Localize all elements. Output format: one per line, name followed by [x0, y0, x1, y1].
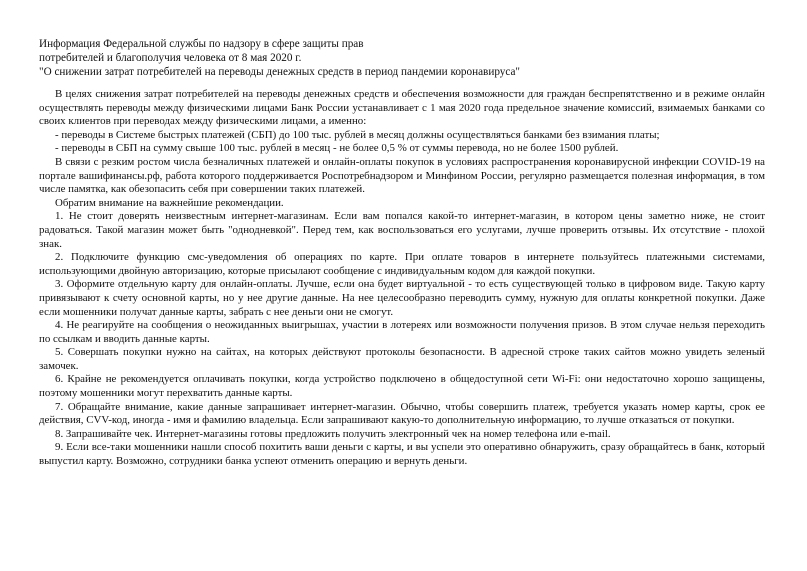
recommendation-9: 9. Если все-таки мошенники нашли способ похитить ваши деньги с карты, и вы успели это оперативно обнаружить, сразу обращайтесь в банк, который выпустил карту. Возможно, сотрудники банка успеют отменить операцию и вернуть деньги. — [39, 441, 765, 468]
header-line-3: "О снижении затрат потребителей на переводы денежных средств в период пандемии коронавируса" — [39, 66, 520, 78]
attention-paragraph: Обратим внимание на важнейшие рекомендации. — [55, 196, 284, 209]
bullet-item-2: - переводы в СБП на сумму свыше 100 тыс. рублей в месяц - не более 0,5 % от суммы перевода, но не более 1500 рублей. — [55, 142, 619, 155]
recommendation-6: 6. Крайне не рекомендуется оплачивать покупки, когда устройство подключено в общедоступной сети Wi-Fi: они недостаточно хорошо защищены, поэтому мошенники могут перехватить данные карты. — [39, 373, 765, 400]
bullet-item-1: - переводы в Системе быстрых платежей (СБП) до 100 тыс. рублей в месяц должны осуществляться банками без взимания платы; — [55, 128, 660, 141]
recommendation-7: 7. Обращайте внимание, какие данные запрашивает интернет-магазин. Обычно, чтобы совершить платеж, требуется указать номер карты, срок ее действия, CVV-код, иногда - имя и фамилию владельца. Если запрашивают какую-то дополнительную информацию, то лучше отказаться от покупки. — [39, 400, 765, 427]
recommendation-4: 4. Не реагируйте на сообщения о неожиданных выигрышах, участии в лотереях или возможности получения призов. В этом случае нельзя переходить по ссылкам и вводить данные карты. — [39, 319, 765, 345]
recommendation-5: 5. Совершать покупки нужно на сайтах, на которых действуют протоколы безопасности. В адресной строке таких сайтов можно увидеть зеленый замочек. — [39, 346, 765, 372]
header-line-2: потребителей и благополучия человека от 8 мая 2020 г. — [39, 52, 302, 64]
recommendation-1: 1. Не стоит доверять неизвестным интернет-магазинам. Если вам попался какой-то интернет-магазин, в котором цены заметно ниже, не стоит радоваться. Такой магазин может быть "однодневкой". Перед тем, как воспользоваться его услугами, лучше проверить отзывы. Их отсутствие - плохой знак. — [39, 210, 765, 250]
recommendation-3: 3. Оформите отдельную карту для онлайн-оплаты. Лучше, если она будет виртуальной - то есть существующей только в цифровом виде. Такую карту привязывают к счету основной карты, но у нее другие данные. На нее целесообразно переводить сумму, нужную для оплаты конкретной покупки. Даже если мошенники получат данные карты, забрать с нее деньги они не смогут. — [39, 278, 765, 318]
covid-paragraph: В связи с резким ростом числа безналичных платежей и онлайн-оплаты покупок в условиях распространения коронавирусной инфекции COVID-19 на портале вашифинансы.рф, работа которого поддерживается Роспотребнадзором и Минфином России, регулярно размещается полезная информация, в том числе памятка, как обезопасить себя при совершении таких платежей. — [39, 155, 765, 196]
recommendation-2: 2. Подключите функцию смс-уведомления об операциях по карте. При оплате товаров в интернете пользуйтесь платежными системами, использующими двойную авторизацию, которые присылают сообщение с индивидуальным кодом для каждой покупки. — [39, 251, 765, 277]
header-line-1: Информация Федеральной службы по надзору в сфере защиты прав — [39, 38, 364, 50]
document-header — [39, 37, 759, 79]
intro-paragraph: В целях снижения затрат потребителей на переводы денежных средств и обеспечения возможности для граждан беспрепятственно и в режиме онлайн осуществлять переводы между физическими лицами Банк России устанавливает с 1 мая 2020 года предельное значение комиссий, взимаемых банками со своих клиентов при переводах между физическими лицами, а именно: — [39, 88, 765, 128]
document-body — [39, 88, 765, 469]
recommendation-8: 8. Запрашивайте чек. Интернет-магазины готовы предложить получить электронный чек на номер телефона или e-mail. — [55, 427, 611, 440]
